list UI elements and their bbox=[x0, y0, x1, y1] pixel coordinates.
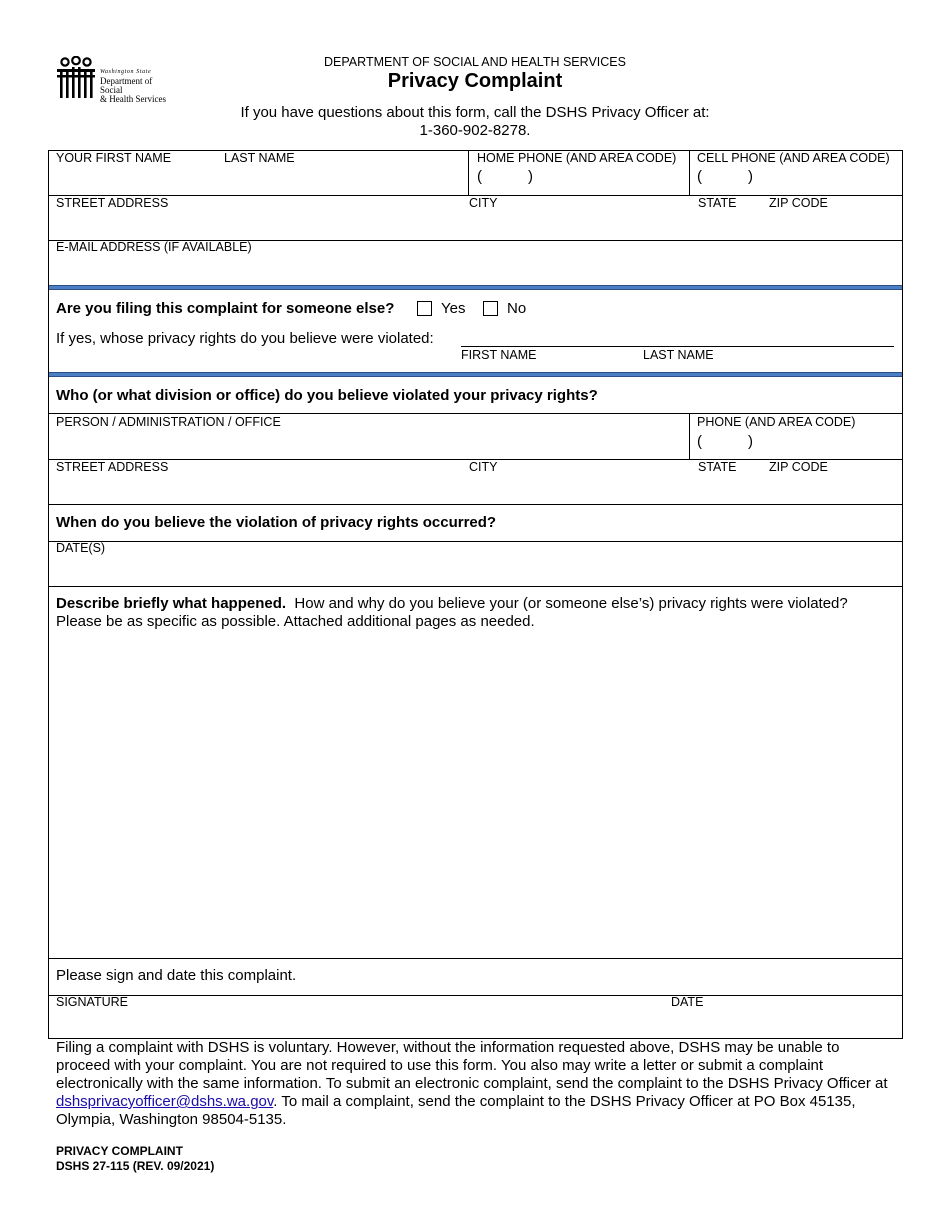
last-name-field[interactable]: LAST NAME bbox=[224, 151, 295, 165]
signature-field[interactable]: SIGNATURE bbox=[56, 995, 128, 1009]
first-name-field[interactable]: YOUR FIRST NAME bbox=[56, 151, 172, 165]
signature-date-field[interactable]: DATE bbox=[671, 995, 704, 1009]
divider bbox=[689, 413, 690, 459]
violator-phone-paren-open: ( bbox=[697, 433, 702, 450]
violator-zip-field[interactable]: ZIP CODE bbox=[769, 460, 828, 474]
home-phone-paren-open: ( bbox=[477, 168, 482, 185]
someone-else-question: Are you filing this complaint for someone else? bbox=[56, 300, 395, 317]
footer-notice bbox=[56, 1039, 896, 1129]
dates-field[interactable]: DATE(S) bbox=[56, 541, 106, 555]
violator-street-field[interactable]: STREET ADDRESS bbox=[56, 460, 169, 474]
form-number: DSHS 27-115 (REV. 09/2021) bbox=[56, 1158, 215, 1173]
cell-phone-field[interactable]: CELL PHONE (AND AREA CODE) bbox=[697, 151, 890, 165]
other-first-name-label: FIRST NAME bbox=[461, 348, 537, 362]
sign-prompt: Please sign and date this complaint. bbox=[56, 967, 297, 984]
other-last-name-label: LAST NAME bbox=[643, 348, 714, 362]
form-name: PRIVACY COMPLAINT bbox=[56, 1144, 183, 1158]
description-field[interactable] bbox=[56, 595, 896, 631]
intro-line-1: If you have questions about this form, call the DSHS Privacy Officer at: bbox=[240, 104, 710, 121]
page-title: Privacy Complaint bbox=[387, 70, 563, 92]
footer-text-before: Filing a complaint with DSHS is voluntary. However, without the information requested above, DSHS may be unable to proceed with your complaint. You are not required to use this form. You also may write a letter or submit a complaint electronically with the same information. To submit an electronic complaint, send the complaint to the DSHS Privacy Officer at bbox=[56, 1039, 888, 1092]
occurrence-question: When do you believe the violation of privacy rights occurred? bbox=[56, 514, 497, 531]
violator-phone-paren-close: ) bbox=[748, 433, 753, 450]
intro-phone: 1-360-902-8278. bbox=[419, 122, 531, 139]
other-person-name-line[interactable] bbox=[461, 346, 894, 347]
no-label: No bbox=[507, 300, 527, 317]
footer-text-after: . To mail a complaint, send the complaint to the DSHS Privacy Officer at PO Box 45135, Olympia, Washington 98504-5135. bbox=[56, 1093, 856, 1128]
section-band bbox=[49, 285, 902, 290]
street-address-field[interactable]: STREET ADDRESS bbox=[56, 196, 169, 210]
whose-rights-label: If yes, whose privacy rights do you believe were violated: bbox=[56, 330, 434, 347]
divider bbox=[49, 541, 902, 542]
logo-dept-line1: Department of Social bbox=[100, 76, 153, 95]
violator-state-field[interactable]: STATE bbox=[698, 460, 737, 474]
violator-city-field[interactable]: CITY bbox=[469, 460, 498, 474]
complaint-form bbox=[48, 150, 903, 1039]
home-phone-paren-close: ) bbox=[528, 168, 533, 185]
section-band bbox=[49, 372, 902, 377]
yes-checkbox[interactable] bbox=[417, 301, 432, 316]
privacy-officer-email-link[interactable]: dshsprivacyofficer@dshs.wa.gov bbox=[56, 1093, 274, 1110]
divider bbox=[468, 151, 469, 195]
divider bbox=[49, 413, 902, 414]
description-heading: Describe briefly what happened. bbox=[56, 595, 287, 612]
intro-text bbox=[0, 104, 950, 140]
email-field[interactable]: E-MAIL ADDRESS (IF AVAILABLE) bbox=[56, 240, 252, 254]
divider bbox=[49, 586, 902, 587]
divider bbox=[49, 995, 902, 996]
city-field[interactable]: CITY bbox=[469, 196, 498, 210]
divider bbox=[49, 504, 902, 505]
agency-name: DEPARTMENT OF SOCIAL AND HEALTH SERVICES bbox=[324, 55, 626, 69]
zip-code-field[interactable]: ZIP CODE bbox=[769, 196, 828, 210]
description-instructions: How and why do you believe your (or someone else’s) privacy rights were violated? Please be as specific as possible. Attached additional pages as needed. bbox=[56, 595, 848, 630]
yes-label: Yes bbox=[441, 300, 466, 317]
violator-question: Who (or what division or office) do you believe violated your privacy rights? bbox=[56, 387, 598, 404]
logo-dept-line2: & Health Services bbox=[100, 94, 166, 104]
form-identifier bbox=[56, 1144, 214, 1173]
divider bbox=[49, 958, 902, 959]
violator-phone-field[interactable]: PHONE (AND AREA CODE) bbox=[697, 415, 856, 429]
divider bbox=[689, 151, 690, 195]
person-office-field[interactable]: PERSON / ADMINISTRATION / OFFICE bbox=[56, 415, 281, 429]
logo-state-text: Washington State bbox=[100, 69, 152, 75]
state-field[interactable]: STATE bbox=[698, 196, 737, 210]
cell-phone-paren-close: ) bbox=[748, 168, 753, 185]
cell-phone-paren-open: ( bbox=[697, 168, 702, 185]
no-checkbox[interactable] bbox=[483, 301, 498, 316]
home-phone-field[interactable]: HOME PHONE (AND AREA CODE) bbox=[477, 151, 677, 165]
